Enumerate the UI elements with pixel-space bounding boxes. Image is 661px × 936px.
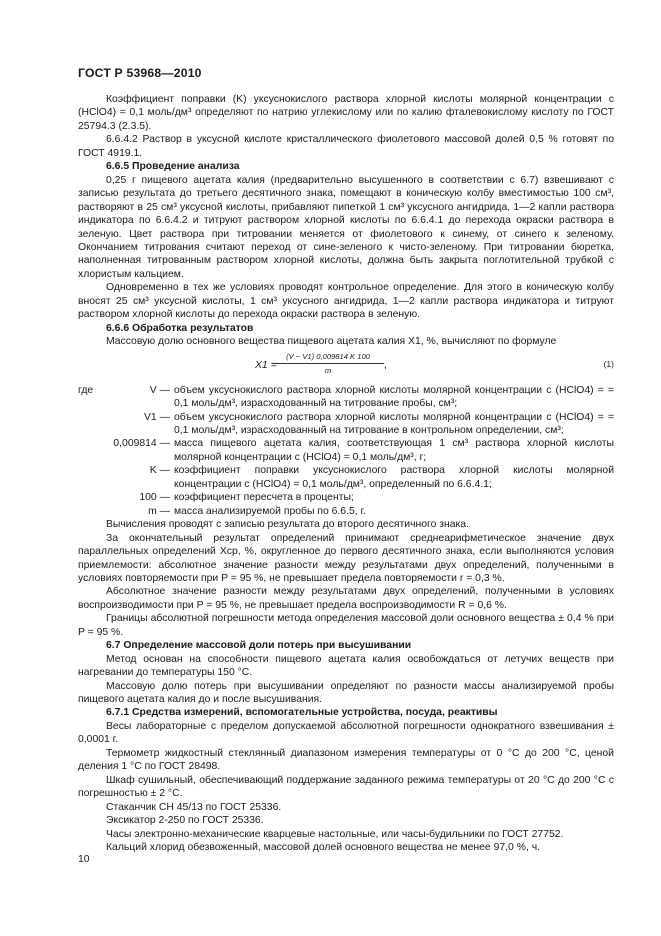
formula-number: (1) <box>603 358 614 369</box>
legend-item <box>78 384 614 411</box>
paragraph: Термометр жидкостный стеклянный диапазоном измерения температуры от 0 °С до 200 °С, ценой деления 1 °С по ГОСТ 28498. <box>78 747 614 773</box>
formula-1 <box>78 350 614 382</box>
paragraph: Метод основан на способности пищевого ацетата калия освобождаться от летучих веществ при нагревании до температуры 150 °С. <box>78 653 614 679</box>
legend-item <box>78 464 614 491</box>
paragraph: Кальций хлорид обезвоженный, массовой долей основного вещества не менее 97,0 %, ч. <box>106 842 541 854</box>
paragraph: Часы электронно-механические кварцевые настольные, или часы-будильники по ГОСТ 27752. <box>106 828 564 840</box>
document-body <box>78 93 614 854</box>
legend-item <box>78 491 614 504</box>
legend-symbol: V1 — <box>144 411 170 423</box>
variable-legend <box>78 384 614 519</box>
formula-lhs: X1 = <box>255 359 277 371</box>
legend-symbol: 100 — <box>139 492 170 504</box>
page-number: 10 <box>78 854 90 865</box>
legend-item <box>78 411 614 438</box>
formula-tail: , <box>384 359 387 371</box>
paragraph: Весы лабораторные с пределом допускаемой абсолютной погрешности однократного взвешивания ± 0,0001 г. <box>78 720 614 746</box>
section-heading: 6.7.1 Средства измерений, вспомогательные устройства, посуда, реактивы <box>106 707 498 719</box>
paragraph: Массовую долю потерь при высушивании определяют по разности массы анализируемой пробы пищевого ацетата калия до и после высушивания. <box>78 680 614 706</box>
formula-fraction <box>272 351 384 376</box>
paragraph: Шкаф сушильный, обеспечивающий поддержание заданного режима температуры от 20 °С до 200 °С с погрешностью ± 2 °С. <box>78 774 614 800</box>
legend-text: объем уксуснокислого раствора хлорной кислоты молярной концентрации c (HClO4) = = 0,1 моль/дм³, израсходованный на титрование в контрольном определении, см³; <box>174 411 614 436</box>
paragraph: Вычисления проводят с записью результата до второго десятичного знака. <box>106 519 469 531</box>
section-heading: 6.6.5 Проведение анализа <box>106 161 240 173</box>
legend-text: коэффициент пересчета в проценты; <box>174 492 354 504</box>
paragraph: Абсолютное значение разности между результатами двух определений, полученными в условиях воспроизводимости при P = 95 %, не превышает предела воспроизводимости R = 0,6 %. <box>78 586 614 611</box>
legend-text: объем уксуснокислого раствора хлорной кислоты молярной концентрации c (HClO4) = = 0,1 моль/дм³, израсходованный на титрование пробы, см³; <box>174 384 614 410</box>
formula-denominator: m <box>324 365 332 375</box>
legend-where: где <box>78 384 94 396</box>
legend-symbol: K — <box>149 465 170 477</box>
paragraph: Коэффициент поправки (K) уксуснокислого раствора хлорной кислоты молярной концентрации c (HClO4) = 0,1 моль/дм³ определяют по натрию углекислому или по калию фталевокислому кислоту по ГОСТ 25794.3 (2.3.5). <box>78 94 614 132</box>
legend-item <box>78 437 614 464</box>
paragraph: Одновременно в тех же условиях проводят контрольное определение. Для этого в коническую колбу вносят 25 см³ уксусной кислоты, 1 см³ уксусного ангидрида, 1—2 капли раствора индикатора и титруют раствором хлорной кислоты до перехода окраски раствора в зеленую. <box>78 282 614 321</box>
legend-item <box>78 505 614 518</box>
section-heading: 6.7 Определение массовой доли потерь при высушивании <box>106 640 412 652</box>
paragraph: Границы абсолютной погрешности метода определения массовой доли основного вещества ± 0,4 % при P = 95 %. <box>78 613 614 638</box>
paragraph: 0,25 г пищевого ацетата калия (предварительно высушенного в соответствии с 6.7) взвешивают с записью результата до третьего десятичного знака, помещают в коническую колбу вместимостью 100 см³, растворяют в 25 см³ уксусной кислоты, прибавляют пипеткой 1 см³ уксусного ангидрида, 1—2 капли раствора индикатора по 6.6.4.2 и титруют раствором хлорной кислоты по 6.6.4.1 до перехода окраски раствора в зеленую. Цвет раствора при титровании меняется от фиолетового к синему, от синего к зеленому. Окончанием титрования считают переход от сине-зеленого к чисто-зеленому. При титровании бюретка, наполненная титрованным раствором хлорной кислоты, должна быть закрыта поглотительной трубкой с хлористым кальцием. <box>78 174 614 280</box>
legend-text: масса пищевого ацетата калия, соответствующая 1 см³ раствора хлорной кислоты молярной концентрации c (HClO4) = 0,1 моль/дм³, г; <box>174 438 614 463</box>
legend-symbol: V — <box>149 384 170 396</box>
legend-symbol: m — <box>148 505 170 517</box>
document-header: ГОСТ Р 53968—2010 <box>78 66 202 80</box>
paragraph: За окончательный результат определений принимают среднеарифметическое значение двух параллельных определений Xср, %, округленное до первого десятичного знака, если выполняются условия приемлемости: абсолютное значение разности между результатами двух определений, полученными в условиях повторяемости при P = 95 %, не превышает предела повторяемости r = 0,3 %. <box>78 532 614 584</box>
paragraph: Массовую долю основного вещества пищевого ацетата калия X1, %, вычисляют по формуле <box>106 336 557 348</box>
paragraph: Стаканчик СН 45/13 по ГОСТ 25336. <box>106 801 282 813</box>
legend-text: масса анализируемой пробы по 6.6.5, г. <box>174 505 366 517</box>
paragraph: Эксикатор 2-250 по ГОСТ 25336. <box>106 815 264 827</box>
section-heading: 6.6.6 Обработка результатов <box>106 322 254 334</box>
legend-text: коэффициент поправки уксуснокислого раствора хлорной кислоты молярной концентрации c (HClO4) = 0,1 моль/дм³, определенный по 6.6.4.1; <box>174 465 614 490</box>
formula-numerator: (V − V1) 0,009814 K 100 <box>272 351 384 364</box>
legend-symbol: 0,009814 — <box>113 438 170 450</box>
paragraph: 6.6.4.2 Раствор в уксусной кислоте кристаллического фиолетового массовой долей 0,5 % готовят по ГОСТ 4919.1. <box>78 134 614 159</box>
